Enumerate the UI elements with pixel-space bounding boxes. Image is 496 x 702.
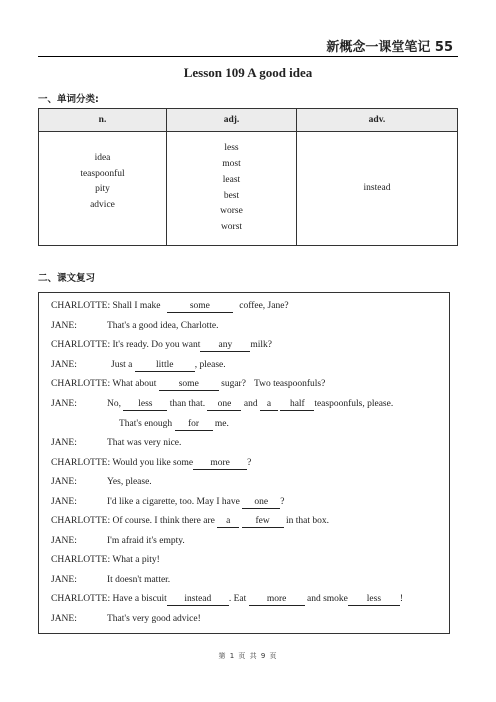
speaker-label: JANE: [51,438,77,448]
dialogue-line [51,320,218,332]
answer-blank: more [193,458,247,470]
answer-blank: a [260,399,278,411]
dialogue-line [51,339,272,352]
dialogue-text: ? [247,458,252,468]
answer-blank: more [249,594,305,606]
section-heading-vocab: 一、单词分类: [38,94,99,105]
answer-blank: for [175,419,213,431]
answer-blank: less [123,399,167,411]
dialogue-text: That's a good idea, Charlotte. [107,321,219,331]
speaker-label: JANE: [51,497,77,507]
vocab-body-row [39,132,458,246]
dialogue-text: That's enough [119,419,173,429]
dialogue-text: ! [399,594,404,604]
speaker-label: CHARLOTTE: [51,379,111,389]
dialogue-text: ? [280,497,285,507]
page-footer: 第 1 页 共 9 页 [218,652,278,660]
dialogue-text: milk? [250,340,273,350]
dialogue-text: Shall I make [112,301,161,311]
speaker-label: JANE: [51,575,77,585]
answer-blank: some [159,379,219,391]
header-title: 新概念一课堂笔记 55 [326,40,453,55]
answer-blank: few [242,516,284,528]
noun-cell [39,132,167,246]
dialogue-line [51,476,152,488]
speaker-label: JANE: [51,321,77,331]
answer-blank: one [207,399,241,411]
dialogue-box [38,292,450,634]
noun-word: pity [95,184,110,195]
dialogue-text: It doesn't matter. [107,575,171,585]
dialogue-line [51,496,284,509]
answer-blank: instead [167,594,229,606]
adjective-word: worse [220,206,243,217]
dialogue-line [51,457,251,470]
dialogue-text: Just a [111,360,133,370]
adjective-word: least [222,174,241,185]
adjective-word: best [223,190,240,201]
dialogue-text: I'm afraid it's empty. [107,536,185,546]
speaker-label: CHARLOTTE: [51,301,111,311]
vocab-table [38,108,458,246]
noun-word: teaspoonful [80,168,125,179]
adverb-word: instead [363,182,391,193]
noun-word: advice [90,200,115,211]
speaker-label: CHARLOTTE: [51,458,111,468]
speaker-label: CHARLOTTE: [51,594,111,604]
dialogue-line [51,535,185,547]
dialogue-text: Would you like some [112,458,194,468]
adjective-word: worst [220,221,243,232]
dialogue-line [51,613,201,625]
dialogue-text: . Eat [228,594,247,604]
answer-blank: less [348,594,400,606]
dialogue-text: Of course. I think there are [112,516,215,526]
noun-word: idea [94,153,111,163]
speaker-label: JANE: [51,399,77,409]
header-adverb: adv. [297,109,458,132]
speaker-label: JANE: [51,614,77,624]
dialogue-text: me. [214,419,229,429]
dialogue-line [51,300,289,313]
dialogue-text: teaspoonfuls, please. [314,399,394,409]
adjective-word: less [224,143,239,154]
dialogue-text: I'd like a cigarette, too. May I have [107,497,240,507]
speaker-label: JANE: [51,360,77,370]
dialogue-line [51,593,403,606]
speaker-label: CHARLOTTE: [51,516,111,526]
adjective-word: most [222,159,241,170]
dialogue-text: That's very good advice! [107,614,201,624]
dialogue-line [51,437,181,449]
section-heading-review: 二、课文复习 [38,273,96,284]
dialogue-text: It's ready. Do you want [112,340,201,350]
dialogue-text: That was very nice. [107,438,182,448]
answer-blank: some [167,301,233,313]
dialogue-text: sugar? [221,379,246,389]
dialogue-line [51,554,160,566]
answer-blank: little [135,360,195,372]
adjective-cell [167,132,297,246]
header-divider [38,56,458,57]
dialogue-text: No, [107,399,121,409]
header-adjective: adj. [167,109,297,132]
speaker-label: CHARLOTTE: [51,340,111,350]
dialogue-text: What about [112,379,157,389]
dialogue-line [51,359,226,372]
dialogue-line [119,418,229,431]
dialogue-text: coffee, Jane? [239,301,289,311]
dialogue-text: in that box. [285,516,329,526]
dialogue-text: than that. [169,399,206,409]
dialogue-text: , please. [194,360,226,370]
answer-blank: a [217,516,239,528]
answer-blank: any [200,340,250,352]
dialogue-text: What a pity! [112,555,160,565]
answer-blank: half [280,399,314,411]
dialogue-line [51,515,329,528]
answer-blank: one [242,497,280,509]
adverb-cell [297,132,458,246]
dialogue-text: Have a biscuit [112,594,167,604]
speaker-label: JANE: [51,477,77,487]
speaker-label: JANE: [51,536,77,546]
dialogue-text: and [243,399,258,409]
vocab-header-row [39,109,458,132]
dialogue-text: Two teaspoonfuls? [253,379,326,389]
dialogue-text: and smoke [307,594,348,604]
speaker-label: CHARLOTTE: [51,555,111,565]
dialogue-line [51,378,325,391]
dialogue-line [51,574,170,586]
dialogue-line [51,398,393,411]
header-noun: n. [39,109,167,132]
dialogue-text: Yes, please. [107,477,152,487]
lesson-title: Lesson 109 A good idea [183,65,313,80]
